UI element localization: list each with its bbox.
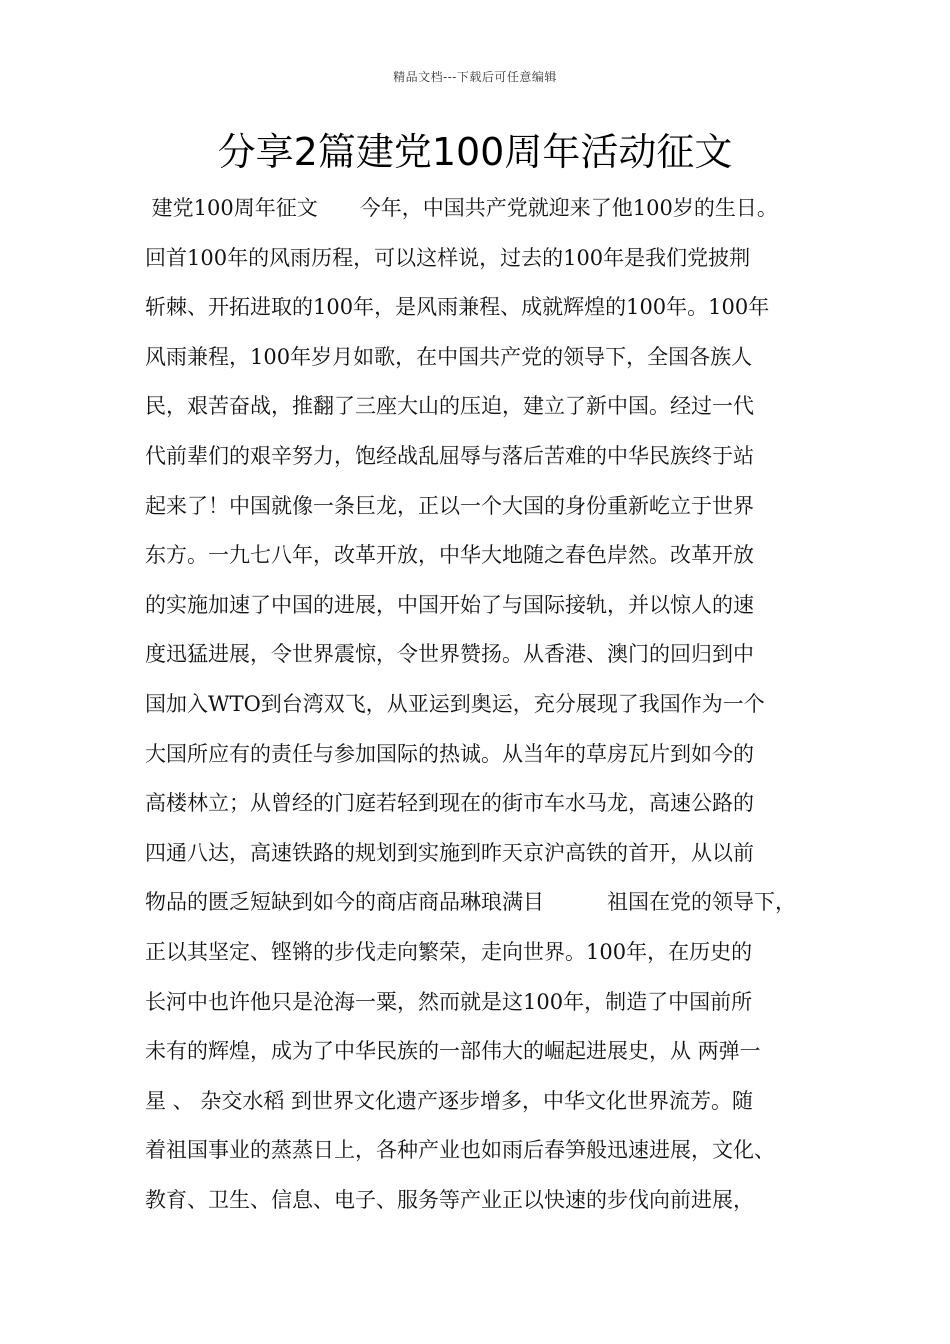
body-line: 东方。一九七八年，改革开放，中华大地随之春色岸然。改革开放 — [145, 543, 754, 568]
body-line: 大国所应有的责任与参加国际的热诚。从当年的草房瓦片到如今的 — [145, 741, 754, 766]
body-line: 的实施加速了中国的进展，中国开始了与国际接轨，并以惊人的速 — [145, 592, 754, 617]
body-line: 斩棘、开拓进取的100年，是风雨兼程、成就辉煌的100年。100年 — [145, 295, 770, 320]
body-line: 度迅猛进展，令世界震惊，令世界赞扬。从香港、澳门的回归到中 — [145, 642, 754, 667]
document-body — [145, 184, 825, 1225]
body-line: 长河中也许他只是沧海一粟，然而就是这100年，制造了中国前所 — [145, 989, 753, 1014]
body-line: 国加入WTO到台湾双飞，从亚运到奥运，充分展现了我国作为一个 — [145, 691, 765, 716]
body-line: 代前辈们的艰辛努力，饱经战乱屈辱与落后苦难的中华民族终于站 — [145, 443, 754, 468]
body-line: 回首100年的风雨历程，可以这样说，过去的100年是我们党披荆 — [145, 245, 751, 270]
document-title: 分享2篇建党100周年活动征文 — [217, 130, 733, 174]
body-line: 四通八达，高速铁路的规划到实施到昨天京沪高铁的首开，从以前 — [145, 840, 754, 865]
body-line: 起来了！中国就像一条巨龙，正以一个大国的身份重新屹立于世界 — [145, 493, 754, 518]
body-line: 星 、 杂交水稻 到世界文化遗产逐步增多，中华文化世界流芳。随 — [145, 1088, 754, 1113]
body-line: 未有的辉煌，成为了中华民族的一部伟大的崛起进展史，从 两弹一 — [145, 1039, 761, 1064]
header-watermark: 精品文档---下载后可任意编辑 — [393, 70, 557, 84]
body-line: 高楼林立；从曾经的门庭若轻到现在的街市车水马龙，高速公路的 — [145, 791, 754, 816]
body-line: 教育、卫生、信息、电子、服务等产业正以快速的步伐向前进展， — [145, 1187, 754, 1212]
body-line: 风雨兼程，100年岁月如歌，在中国共产党的领导下，全国各族人 — [145, 344, 753, 369]
body-line: 建党100周年征文 今年，中国共产党就迎来了他100岁的生日。 — [145, 196, 778, 220]
body-line: 着祖国事业的蒸蒸日上，各种产业也如雨后春笋般迅速进展，文化、 — [145, 1138, 775, 1163]
body-line: 民，艰苦奋战，推翻了三座大山的压迫，建立了新中国。经过一代 — [145, 394, 754, 419]
body-line: 正以其坚定、铿锵的步伐走向繁荣，走向世界。100年，在历史的 — [145, 939, 753, 964]
body-line: 物品的匮乏短缺到如今的商店商品琳琅满目 祖国在党的领导下， — [145, 890, 796, 915]
